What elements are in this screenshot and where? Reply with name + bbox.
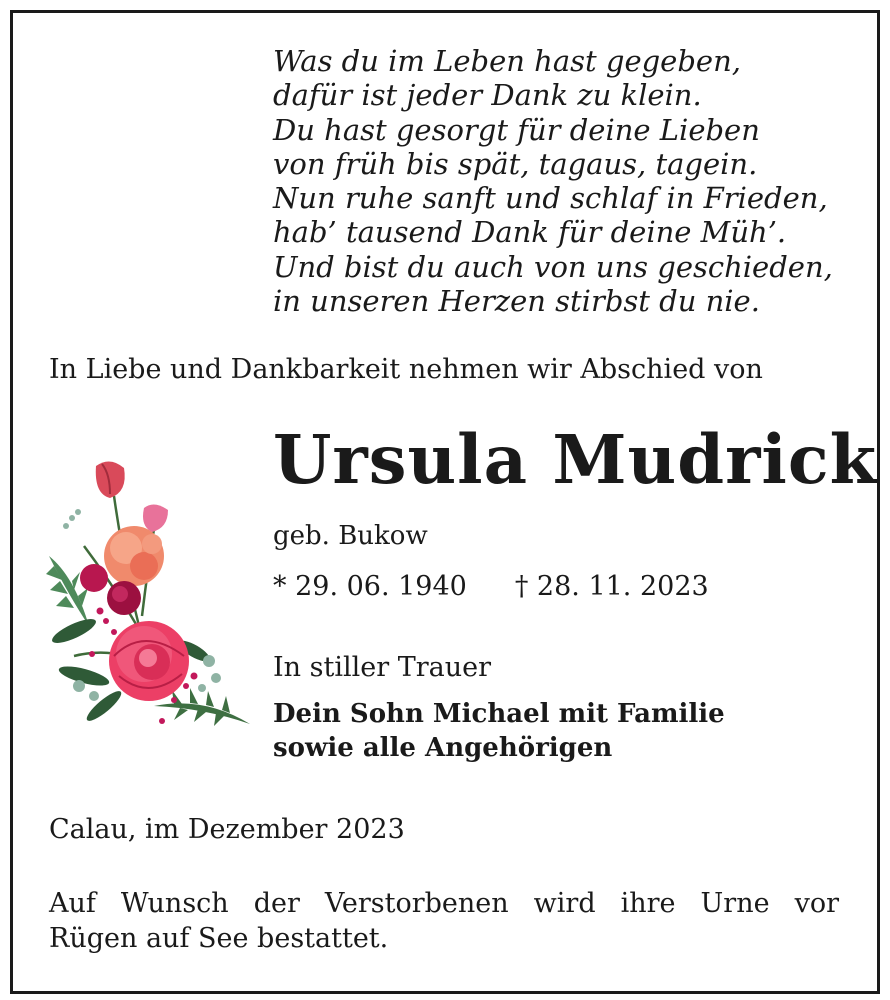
poem-line: Nun ruhe sanft und schlaf in Frieden, xyxy=(273,181,828,216)
place-date: Calau, im Dezember 2023 xyxy=(49,814,405,845)
burial-note xyxy=(49,886,839,956)
mourning-label: In stiller Trauer xyxy=(273,652,492,683)
burial-note-line: Auf Wunsch der Verstorbenen wird ihre Urne vor xyxy=(49,888,839,919)
poem-line: hab’ tausend Dank für deine Müh’. xyxy=(273,215,787,250)
mourner-line: sowie alle Angehörigen xyxy=(273,733,613,763)
intro-text: In Liebe und Dankbarkeit nehmen wir Abschied von xyxy=(49,354,763,385)
poem-line: von früh bis spät, tagaus, tagein. xyxy=(273,146,758,181)
poem-line: Was du im Leben hast gegeben, xyxy=(273,44,741,78)
poem-line: in unseren Herzen stirbst du nie. xyxy=(273,284,760,319)
memorial-poem xyxy=(273,44,833,318)
mourners-list xyxy=(273,697,725,765)
poem-line: dafür ist jeder Dank zu klein. xyxy=(273,78,702,113)
poem-line: Du hast gesorgt für deine Lieben xyxy=(273,112,760,147)
life-dates xyxy=(273,571,709,602)
deceased-name: Ursula Mudrick xyxy=(273,420,878,499)
burial-note-line: Rügen auf See bestattet. xyxy=(49,923,389,954)
birth-date: * 29. 06. 1940 xyxy=(273,571,467,602)
mourner-line: Dein Sohn Michael mit Familie xyxy=(273,699,725,729)
birth-name: geb. Bukow xyxy=(273,521,428,551)
poem-line: Und bist du auch von uns geschieden, xyxy=(273,249,833,284)
death-date: † 28. 11. 2023 xyxy=(514,571,709,602)
flower-bouquet-icon xyxy=(44,456,254,742)
